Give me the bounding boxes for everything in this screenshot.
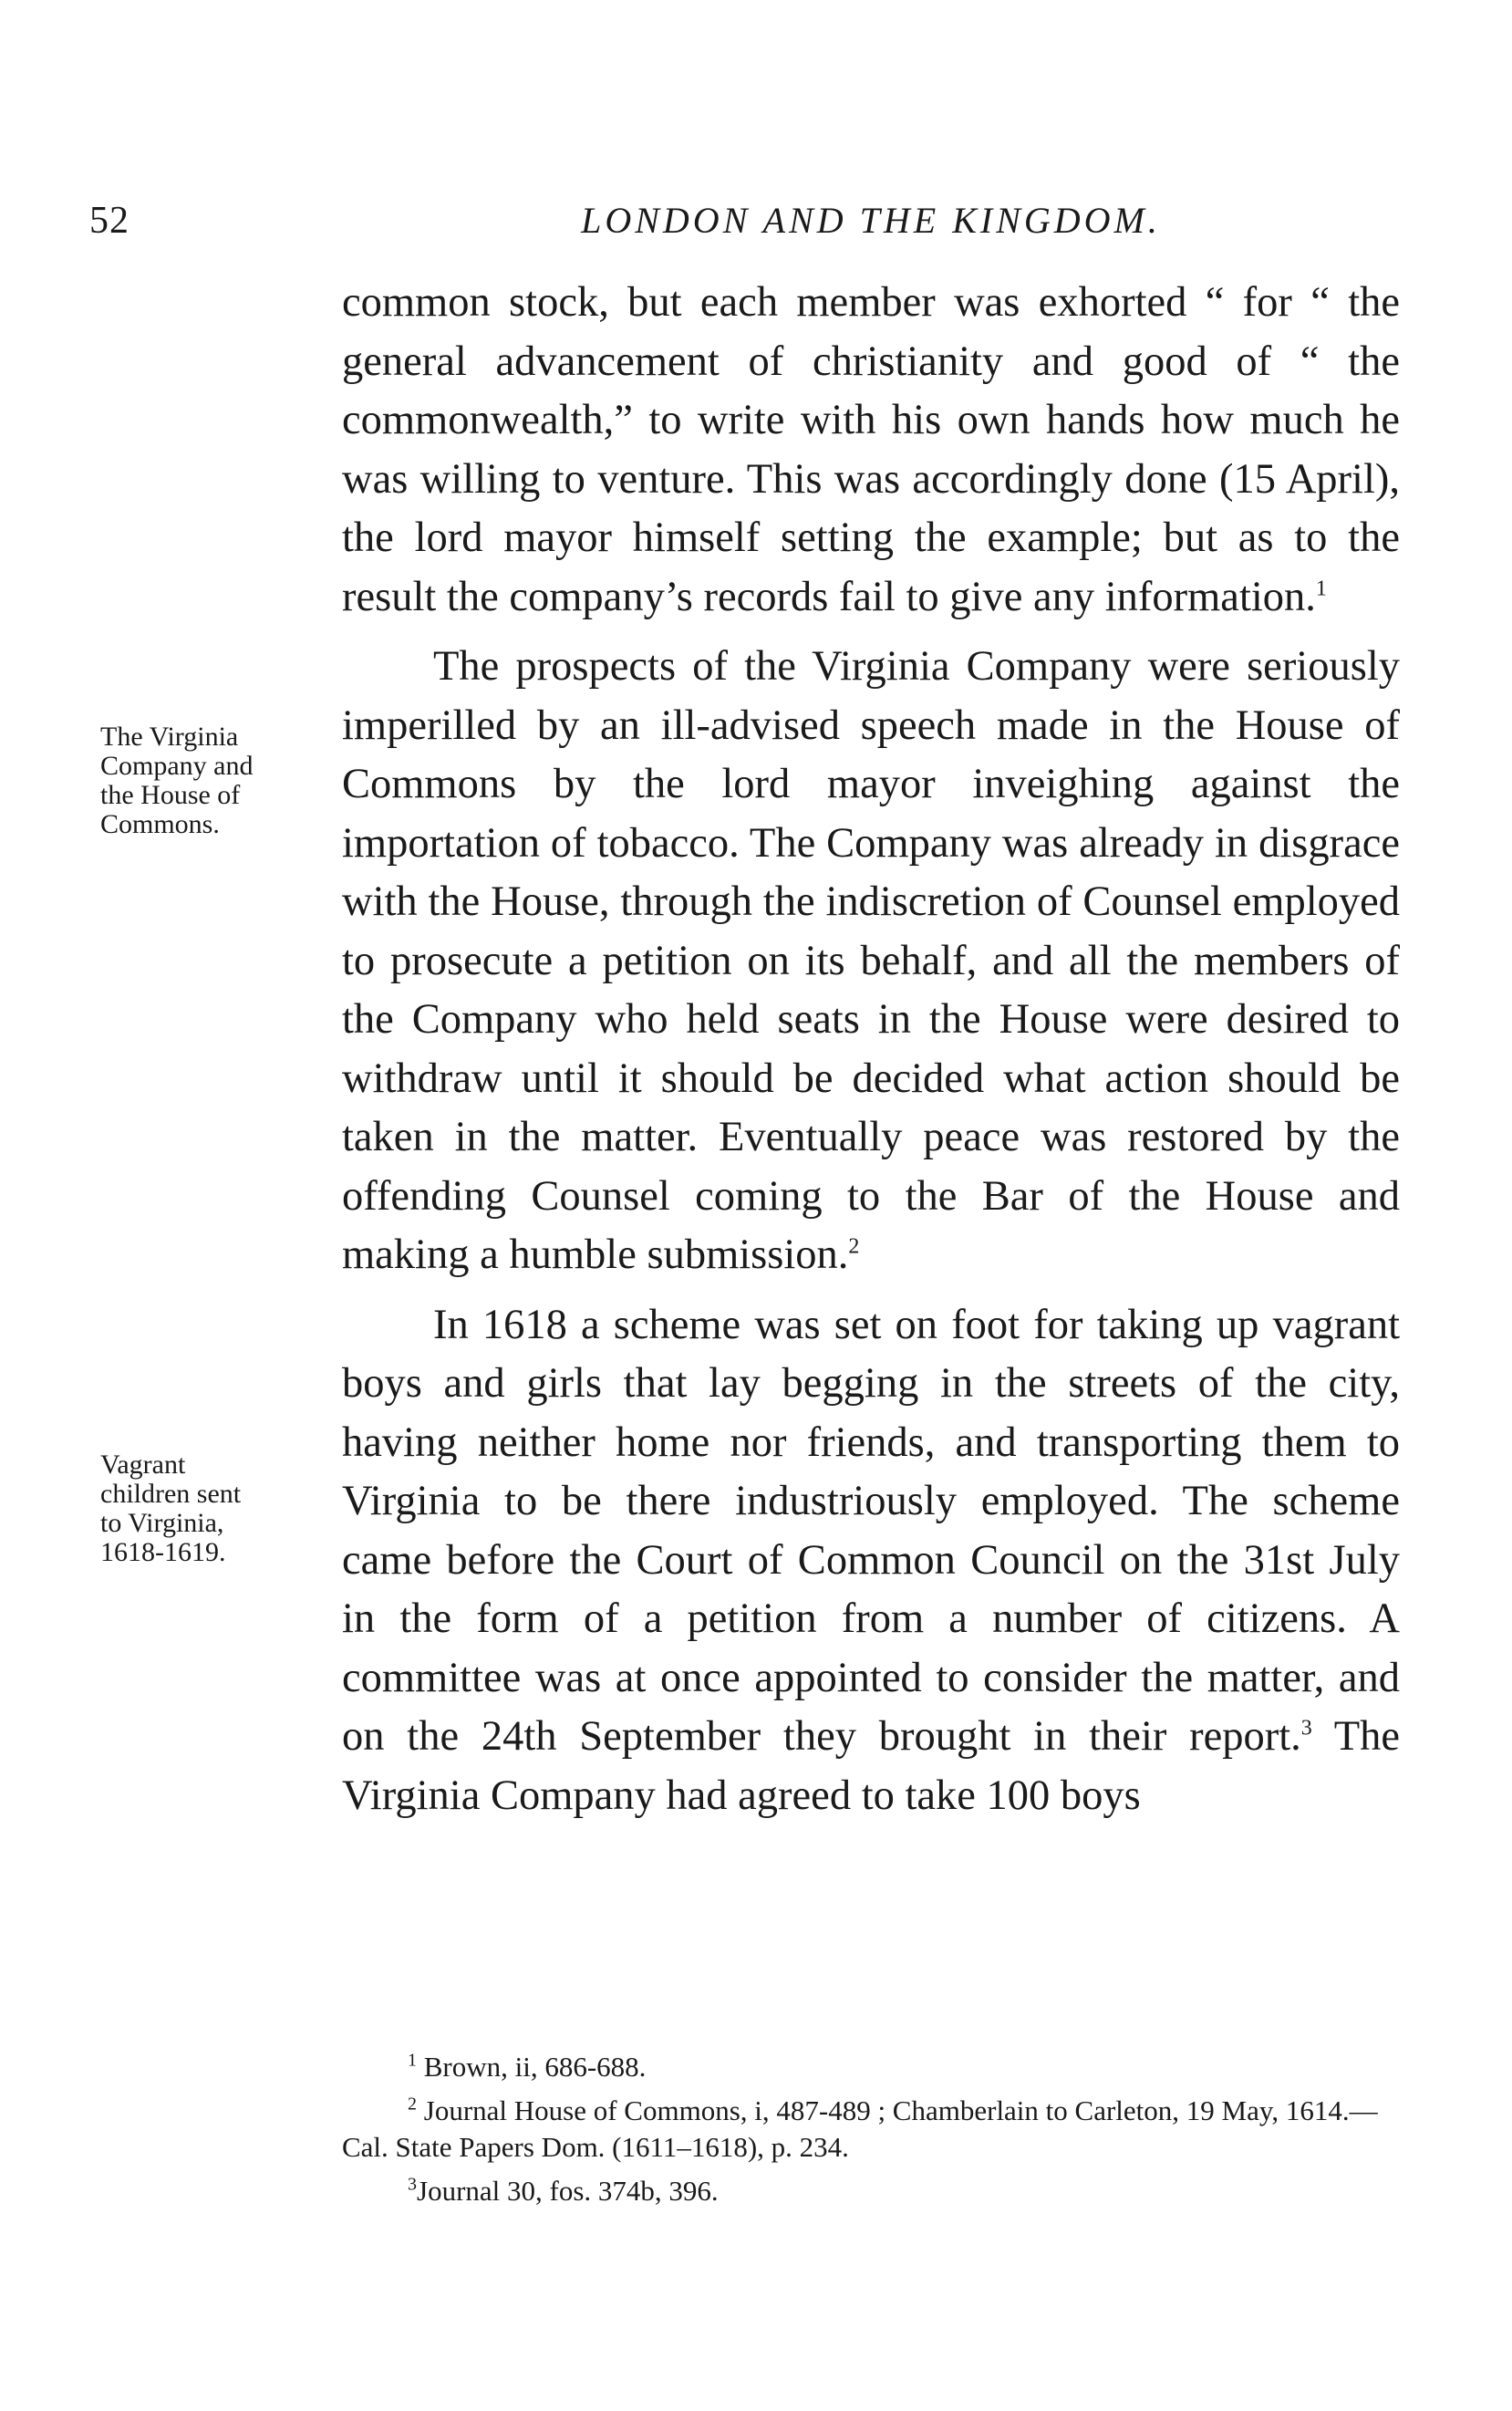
- footnote: [342, 2093, 1400, 2166]
- sidenote-line: Company and: [100, 751, 254, 781]
- sidenote-line: Vagrant: [100, 1450, 186, 1480]
- footnote-mark: 3: [408, 2174, 417, 2195]
- sidenote-line: children sent: [100, 1479, 242, 1509]
- sidenote-line: 1618-1619.: [100, 1537, 226, 1567]
- footnote-mark: 2: [408, 2094, 417, 2115]
- footnote-ref: 1: [1315, 577, 1327, 600]
- footnotes: [342, 2049, 1400, 2217]
- footnote-mark: 1: [408, 2050, 417, 2071]
- sidenote-line: the House of: [100, 780, 241, 810]
- paragraph: [342, 638, 1400, 1285]
- paragraph: [342, 274, 1400, 627]
- running-title: LONDON AND THE KINGDOM.: [581, 200, 1161, 241]
- paragraph-text: In 1618 a scheme was set on foot for taking up vagrant boys and girls that lay begging in the streets of the city, having neither home nor friends, and transporting them to Virginia to be there industriously employed. The scheme came before the Court of Common Council on the 31st July in the form of a petition from a number of citizens. A committee was at once appointed to consider the matter, and on the 24th September they brought in their report.: [342, 1301, 1400, 1760]
- page-number: 52: [89, 200, 129, 242]
- paragraph: [342, 1296, 1400, 1826]
- body-text: [342, 274, 1400, 1825]
- footnote-text: Brown, ii, 686-688.: [417, 2051, 647, 2083]
- sidenote-line: Commons.: [100, 809, 220, 839]
- footnote-ref: 2: [848, 1234, 860, 1259]
- sidenote-line: to Virginia,: [100, 1508, 224, 1538]
- paragraph-text-tail: The Virginia Company had agreed to take 100 boys: [342, 1713, 1401, 1819]
- footnote-text: Journal 30, fos. 374b, 396.: [417, 2175, 719, 2207]
- footnote: [342, 2173, 1400, 2209]
- sidenote-vagrant-children: [100, 1450, 319, 1567]
- footnote-text: Journal House of Commons, i, 487-489 ; Chamberlain to Carleton, 19 May, 1614.—Cal. State Papers Dom. (1611–1618), p. 234.: [342, 2094, 1378, 2163]
- footnote: [342, 2049, 1400, 2085]
- sidenote-line: The Virginia: [100, 722, 239, 752]
- sidenote-virginia-company: [100, 722, 319, 839]
- footnote-ref: 3: [1300, 1716, 1312, 1741]
- paragraph-text: common stock, but each member was exhorted “ for “ the general advancement of christianity and good of “ the commonwealth,” to write with his own hands how much he was willing to venture. This was accordingly done (15 April), the lord mayor himself setting the example; but as to the result the company’s records fail to give any information.: [342, 279, 1400, 620]
- paragraph-text: The prospects of the Virginia Company were seriously imperilled by an ill-advised speech made in the House of Commons by the lord mayor inveighing against the importation of tobacco. The Company was already in disgrace with the House, through the indiscretion of Counsel employed to prosecute a petition on its behalf, and all the members of the Company who held seats in the House were desired to withdraw until it should be decided what action should be taken in the matter. Eventually peace was restored by the offending Counsel coming to the Bar of the House and making a humble submission.: [342, 643, 1400, 1278]
